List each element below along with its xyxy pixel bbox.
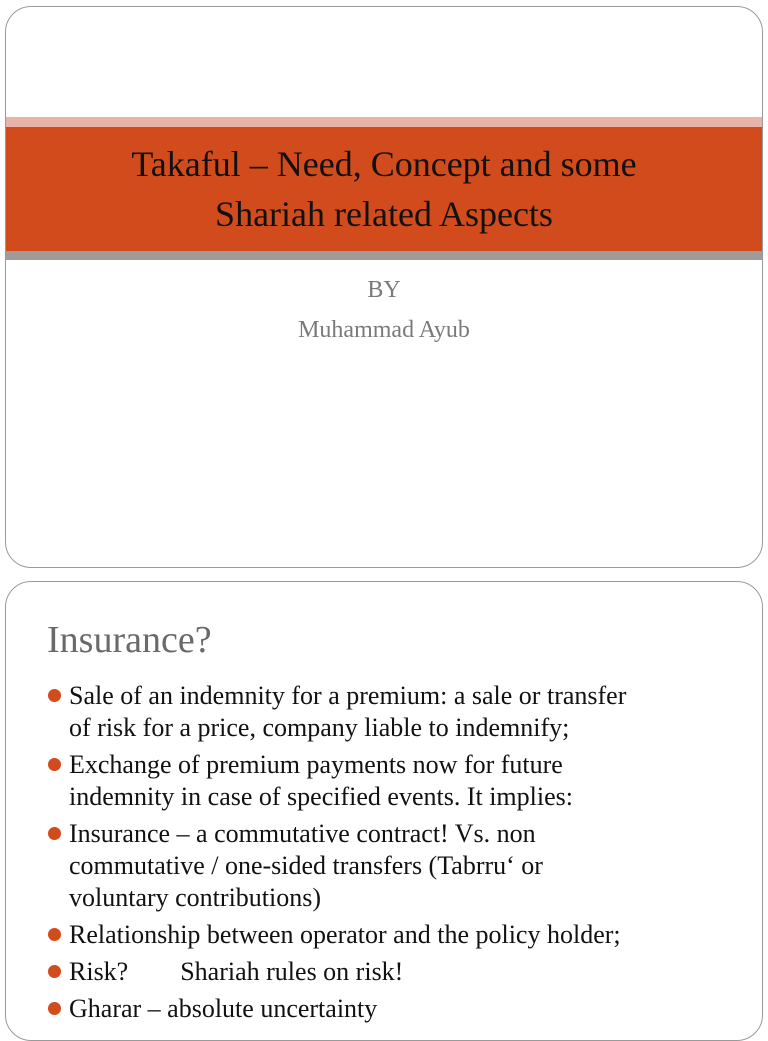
bullet-dot-icon bbox=[48, 827, 61, 840]
title-line-1: Takaful – Need, Concept and some bbox=[131, 144, 637, 184]
bullet-list bbox=[46, 680, 746, 1030]
title-band bbox=[6, 127, 762, 251]
bullet-dot-icon bbox=[48, 689, 61, 702]
bullet-dot-icon bbox=[48, 965, 61, 978]
title-band-top-stripe bbox=[6, 117, 762, 127]
author-name: Muhammad Ayub bbox=[298, 317, 470, 343]
title-band-bottom-stripe bbox=[6, 251, 762, 260]
list-item bbox=[46, 919, 746, 951]
bullet-dot-icon bbox=[48, 758, 61, 771]
list-item bbox=[46, 993, 746, 1025]
bullet-dot-icon bbox=[48, 928, 61, 941]
list-item bbox=[46, 956, 746, 988]
bullet-text: Sale of an indemnity for a premium: a sale or transfer of risk for a price, company liable to indemnify; bbox=[69, 681, 627, 742]
bullet-text: Insurance – a commutative contract! Vs. non commutative / one-sided transfers (Tabrru‘ or voluntary contributions) bbox=[69, 819, 543, 912]
list-item bbox=[46, 818, 746, 914]
bullet-text: Relationship between operator and the policy holder; bbox=[69, 920, 621, 949]
bullet-text: Exchange of premium payments now for future indemnity in case of specified events. It implies: bbox=[69, 750, 573, 811]
title-slide bbox=[5, 6, 763, 568]
content-slide bbox=[5, 581, 763, 1041]
bullet-text: Risk? Shariah rules on risk! bbox=[69, 957, 404, 986]
list-item bbox=[46, 749, 746, 813]
bullet-dot-icon bbox=[48, 1002, 61, 1015]
list-item bbox=[46, 680, 746, 744]
by-label: BY bbox=[367, 277, 401, 303]
title-line-2: Shariah related Aspects bbox=[215, 194, 553, 234]
slide-heading: Insurance? bbox=[47, 619, 212, 661]
bullet-text: Gharar – absolute uncertainty bbox=[69, 994, 378, 1023]
